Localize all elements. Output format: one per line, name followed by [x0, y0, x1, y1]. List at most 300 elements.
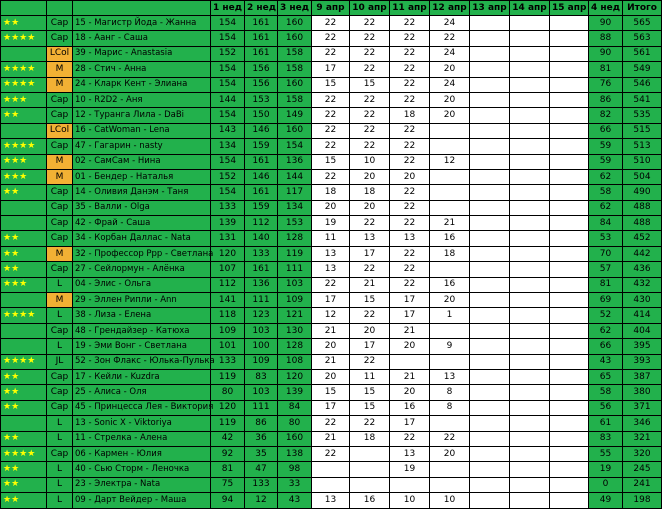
week1-score: 112 — [211, 277, 245, 292]
week1-score: 133 — [211, 200, 245, 215]
day-score-empty — [550, 385, 589, 400]
day-score-empty — [550, 16, 589, 31]
day-score: 10 — [390, 493, 430, 508]
day-score: 18 — [390, 108, 430, 123]
day-score: 15 — [312, 385, 350, 400]
week1-score: 120 — [211, 400, 245, 415]
table-row — [1, 339, 662, 354]
column-header — [1, 1, 47, 16]
day-score-empty — [550, 139, 589, 154]
week4-score: 62 — [589, 169, 623, 184]
total-score: 436 — [623, 262, 662, 277]
week3-score: 160 — [278, 31, 312, 46]
day-score-empty — [510, 77, 550, 92]
rank-badge: L — [47, 462, 73, 477]
participant-name: 01 - Бендер - Наталья — [73, 169, 211, 184]
day-score: 15 — [350, 385, 390, 400]
day-score: 1 — [430, 308, 470, 323]
rank-badge: Cap — [47, 16, 73, 31]
week1-score: 154 — [211, 77, 245, 92]
day-score-empty — [470, 354, 510, 369]
day-score: 20 — [430, 92, 470, 107]
week3-score: 130 — [278, 323, 312, 338]
week3-score: 111 — [278, 262, 312, 277]
day-score: 22 — [390, 200, 430, 215]
day-score-empty — [550, 154, 589, 169]
table-row — [1, 431, 662, 446]
day-score-empty — [550, 77, 589, 92]
week2-score: 36 — [245, 431, 278, 446]
total-score: 395 — [623, 339, 662, 354]
day-score: 17 — [390, 293, 430, 308]
day-score-empty — [470, 216, 510, 231]
day-score-empty — [510, 262, 550, 277]
day-score-empty — [550, 31, 589, 46]
total-score: 515 — [623, 123, 662, 138]
rank-badge: L — [47, 493, 73, 508]
rating-stars: ★★ — [1, 369, 47, 384]
week1-score: 81 — [211, 462, 245, 477]
day-score: 20 — [390, 385, 430, 400]
week4-score: 70 — [589, 246, 623, 261]
day-score-empty — [550, 493, 589, 508]
day-score: 21 — [390, 369, 430, 384]
day-score: 15 — [312, 154, 350, 169]
day-score-empty — [470, 16, 510, 31]
total-score: 488 — [623, 200, 662, 215]
week1-score: 144 — [211, 92, 245, 107]
day-score: 22 — [390, 431, 430, 446]
week4-score: 49 — [589, 493, 623, 508]
rating-stars — [1, 200, 47, 215]
day-score-empty — [550, 169, 589, 184]
week3-score: 158 — [278, 62, 312, 77]
day-score: 22 — [350, 262, 390, 277]
week1-score: 154 — [211, 154, 245, 169]
day-score-empty — [470, 462, 510, 477]
day-score-empty — [470, 446, 510, 461]
week3-score: 117 — [278, 185, 312, 200]
day-score-empty — [510, 293, 550, 308]
day-score-empty — [510, 31, 550, 46]
week2-score: 109 — [245, 354, 278, 369]
total-score: 432 — [623, 277, 662, 292]
day-score: 22 — [390, 262, 430, 277]
week2-score: 112 — [245, 216, 278, 231]
week2-score: 136 — [245, 277, 278, 292]
day-score — [430, 354, 470, 369]
participant-name: 47 - Гагарин - nasty — [73, 139, 211, 154]
week2-score: 47 — [245, 462, 278, 477]
day-score-empty — [470, 62, 510, 77]
table-row — [1, 369, 662, 384]
rating-stars: ★★ — [1, 231, 47, 246]
participant-name: 16 - CatWoman - Lena — [73, 123, 211, 138]
participant-name: 13 - Sonic X - Viktoriya — [73, 416, 211, 431]
week2-score: 161 — [245, 262, 278, 277]
day-score-empty — [470, 123, 510, 138]
day-score-empty — [510, 431, 550, 446]
rank-badge: Cap — [47, 400, 73, 415]
day-score: 11 — [350, 369, 390, 384]
day-score-empty — [550, 339, 589, 354]
rating-stars: ★★★★ — [1, 31, 47, 46]
day-score: 22 — [312, 16, 350, 31]
day-score-empty — [470, 293, 510, 308]
day-score: 20 — [430, 108, 470, 123]
total-score: 513 — [623, 139, 662, 154]
week1-score: 154 — [211, 108, 245, 123]
week3-score: 144 — [278, 169, 312, 184]
day-score: 17 — [350, 246, 390, 261]
rating-stars: ★★★★ — [1, 62, 47, 77]
day-score: 22 — [350, 308, 390, 323]
day-score-empty — [550, 200, 589, 215]
day-score-empty — [550, 262, 589, 277]
week2-score: 12 — [245, 493, 278, 508]
total-score: 371 — [623, 400, 662, 415]
rank-badge: L — [47, 431, 73, 446]
week2-score: 103 — [245, 385, 278, 400]
rating-stars: ★★★★ — [1, 77, 47, 92]
day-score-empty — [470, 154, 510, 169]
week3-score: 98 — [278, 462, 312, 477]
participant-name: 28 - Стич - Анна — [73, 62, 211, 77]
rank-badge: L — [47, 477, 73, 492]
rank-badge: L — [47, 416, 73, 431]
week4-score: 43 — [589, 354, 623, 369]
week2-score: 153 — [245, 92, 278, 107]
day-score-empty — [550, 293, 589, 308]
week4-score: 52 — [589, 308, 623, 323]
week1-score: 107 — [211, 262, 245, 277]
week3-score: 80 — [278, 416, 312, 431]
week4-score: 62 — [589, 200, 623, 215]
total-score: 430 — [623, 293, 662, 308]
day-score-empty — [470, 308, 510, 323]
table-row — [1, 323, 662, 338]
week3-score: 84 — [278, 400, 312, 415]
table-row — [1, 92, 662, 107]
week1-score: 101 — [211, 339, 245, 354]
participant-name: 42 - Фрай - Саша — [73, 216, 211, 231]
day-score: 22 — [390, 216, 430, 231]
total-score: 510 — [623, 154, 662, 169]
total-score: 549 — [623, 62, 662, 77]
week1-score: 139 — [211, 216, 245, 231]
rank-badge: Cap — [47, 139, 73, 154]
rating-stars: ★★ — [1, 462, 47, 477]
table-row — [1, 216, 662, 231]
total-score: 504 — [623, 169, 662, 184]
day-score: 22 — [390, 123, 430, 138]
day-score: 24 — [430, 16, 470, 31]
day-score-empty — [470, 477, 510, 492]
week1-score: 133 — [211, 354, 245, 369]
participant-name: 24 - Кларк Кент - Элиана — [73, 77, 211, 92]
day-score: 22 — [390, 31, 430, 46]
table-row — [1, 31, 662, 46]
day-score-empty — [550, 92, 589, 107]
participant-name: 02 - СамСам - Нина — [73, 154, 211, 169]
table-row — [1, 308, 662, 323]
week3-score: 138 — [278, 446, 312, 461]
rating-stars: ★★ — [1, 185, 47, 200]
day-score — [430, 477, 470, 492]
week4-score: 19 — [589, 462, 623, 477]
day-score: 22 — [350, 123, 390, 138]
day-score: 15 — [350, 400, 390, 415]
week4-score: 84 — [589, 216, 623, 231]
day-score-empty — [470, 31, 510, 46]
day-score: 16 — [430, 277, 470, 292]
day-score — [430, 123, 470, 138]
day-score-empty — [470, 200, 510, 215]
day-score: 22 — [390, 77, 430, 92]
table-row — [1, 385, 662, 400]
day-score — [430, 462, 470, 477]
total-score: 565 — [623, 16, 662, 31]
day-score-empty — [510, 323, 550, 338]
week3-score: 119 — [278, 246, 312, 261]
rank-badge: Cap — [47, 262, 73, 277]
day-score-empty — [510, 154, 550, 169]
day-score-empty — [510, 354, 550, 369]
day-score-empty — [550, 185, 589, 200]
day-score: 22 — [312, 92, 350, 107]
day-score: 17 — [312, 293, 350, 308]
day-score: 20 — [390, 169, 430, 184]
week3-score: 160 — [278, 431, 312, 446]
table-row — [1, 354, 662, 369]
day-score: 20 — [430, 293, 470, 308]
day-score-empty — [510, 369, 550, 384]
day-score-empty — [550, 123, 589, 138]
day-score: 16 — [390, 400, 430, 415]
day-score: 13 — [312, 246, 350, 261]
week3-score: 153 — [278, 216, 312, 231]
total-score: 546 — [623, 77, 662, 92]
day-score: 21 — [390, 323, 430, 338]
week2-score: 146 — [245, 123, 278, 138]
column-header: 1 нед — [211, 1, 245, 16]
week4-score: 82 — [589, 108, 623, 123]
day-score-empty — [470, 46, 510, 61]
week4-score: 59 — [589, 139, 623, 154]
day-score-empty — [510, 108, 550, 123]
participant-name: 18 - Аанг - Саша — [73, 31, 211, 46]
day-score: 20 — [430, 446, 470, 461]
day-score: 22 — [350, 31, 390, 46]
week3-score: 33 — [278, 477, 312, 492]
day-score-empty — [470, 493, 510, 508]
day-score-empty — [470, 246, 510, 261]
week3-score: 160 — [278, 77, 312, 92]
rank-badge: M — [47, 293, 73, 308]
rank-badge: Cap — [47, 369, 73, 384]
day-score: 22 — [350, 416, 390, 431]
day-score: 22 — [390, 46, 430, 61]
rank-badge: Cap — [47, 323, 73, 338]
rank-badge: JL — [47, 354, 73, 369]
day-score: 18 — [312, 185, 350, 200]
week4-score: 66 — [589, 123, 623, 138]
day-score: 22 — [312, 139, 350, 154]
day-score-empty — [550, 216, 589, 231]
day-score-empty — [550, 277, 589, 292]
day-score — [390, 354, 430, 369]
column-header: 2 нед — [245, 1, 278, 16]
table-row — [1, 477, 662, 492]
rank-badge: Cap — [47, 185, 73, 200]
rating-stars: ★★ — [1, 385, 47, 400]
participant-name: 48 - Грендайзер - Катюха — [73, 323, 211, 338]
day-score — [312, 477, 350, 492]
table-row — [1, 446, 662, 461]
week2-score: 133 — [245, 477, 278, 492]
week2-score: 159 — [245, 139, 278, 154]
total-score: 245 — [623, 462, 662, 477]
rank-badge: Cap — [47, 231, 73, 246]
day-score-empty — [510, 231, 550, 246]
column-header: 14 апр — [510, 1, 550, 16]
day-score: 22 — [350, 139, 390, 154]
participant-name: 29 - Эллен Рипли - Ann — [73, 293, 211, 308]
day-score: 22 — [312, 446, 350, 461]
week3-score: 149 — [278, 108, 312, 123]
table-row — [1, 185, 662, 200]
table-row — [1, 400, 662, 415]
week1-score: 118 — [211, 308, 245, 323]
total-score: 488 — [623, 216, 662, 231]
week1-score: 141 — [211, 293, 245, 308]
day-score: 17 — [312, 62, 350, 77]
total-score: 393 — [623, 354, 662, 369]
day-score: 17 — [312, 400, 350, 415]
day-score: 22 — [350, 62, 390, 77]
total-score: 241 — [623, 477, 662, 492]
participant-name: 34 - Корбан Даллас - Nata — [73, 231, 211, 246]
week4-score: 56 — [589, 400, 623, 415]
day-score: 13 — [312, 262, 350, 277]
day-score: 12 — [430, 154, 470, 169]
table-row — [1, 108, 662, 123]
total-score: 541 — [623, 92, 662, 107]
day-score: 21 — [312, 431, 350, 446]
week4-score: 59 — [589, 154, 623, 169]
day-score: 24 — [430, 77, 470, 92]
rank-badge: Cap — [47, 216, 73, 231]
rank-badge: M — [47, 77, 73, 92]
week1-score: 152 — [211, 169, 245, 184]
day-score-empty — [470, 108, 510, 123]
week2-score: 111 — [245, 293, 278, 308]
day-score-empty — [510, 169, 550, 184]
day-score-empty — [470, 416, 510, 431]
day-score-empty — [470, 139, 510, 154]
week1-score: 120 — [211, 246, 245, 261]
day-score-empty — [470, 400, 510, 415]
day-score-empty — [470, 431, 510, 446]
rating-stars: ★★★★ — [1, 354, 47, 369]
day-score: 22 — [390, 246, 430, 261]
day-score-empty — [550, 108, 589, 123]
day-score-empty — [510, 446, 550, 461]
week4-score: 55 — [589, 446, 623, 461]
day-score — [430, 200, 470, 215]
day-score: 22 — [430, 31, 470, 46]
week3-score: 158 — [278, 92, 312, 107]
week4-score: 88 — [589, 31, 623, 46]
day-score: 16 — [430, 231, 470, 246]
day-score-empty — [470, 277, 510, 292]
day-score: 15 — [350, 293, 390, 308]
day-score: 11 — [312, 231, 350, 246]
day-score: 20 — [350, 169, 390, 184]
week1-score: 92 — [211, 446, 245, 461]
day-score: 20 — [350, 323, 390, 338]
rating-stars: ★★★★ — [1, 446, 47, 461]
week1-score: 134 — [211, 139, 245, 154]
day-score — [430, 185, 470, 200]
table-row — [1, 462, 662, 477]
day-score: 22 — [390, 139, 430, 154]
rating-stars: ★★ — [1, 431, 47, 446]
day-score: 9 — [430, 339, 470, 354]
week4-score: 0 — [589, 477, 623, 492]
rating-stars: ★★ — [1, 108, 47, 123]
week2-score: 161 — [245, 185, 278, 200]
week2-score: 146 — [245, 169, 278, 184]
day-score-empty — [510, 246, 550, 261]
rank-badge: Cap — [47, 92, 73, 107]
week1-score: 143 — [211, 123, 245, 138]
rank-badge: M — [47, 169, 73, 184]
day-score-empty — [550, 46, 589, 61]
day-score: 18 — [350, 185, 390, 200]
week4-score: 81 — [589, 277, 623, 292]
week3-score: 136 — [278, 154, 312, 169]
rating-stars: ★★ — [1, 493, 47, 508]
day-score: 18 — [430, 246, 470, 261]
table-row — [1, 200, 662, 215]
day-score: 22 — [390, 185, 430, 200]
rank-badge: Cap — [47, 385, 73, 400]
rank-badge: Cap — [47, 200, 73, 215]
day-score: 22 — [312, 169, 350, 184]
week2-score: 111 — [245, 400, 278, 415]
day-score-empty — [470, 92, 510, 107]
day-score-empty — [510, 16, 550, 31]
total-score: 404 — [623, 323, 662, 338]
participant-name: 25 - Алиса - Оля — [73, 385, 211, 400]
week2-score: 103 — [245, 323, 278, 338]
rank-badge: LCol — [47, 46, 73, 61]
day-score-empty — [470, 385, 510, 400]
day-score: 21 — [430, 216, 470, 231]
day-score: 17 — [390, 308, 430, 323]
total-score: 490 — [623, 185, 662, 200]
total-score: 321 — [623, 431, 662, 446]
week4-score: 57 — [589, 262, 623, 277]
week2-score: 83 — [245, 369, 278, 384]
day-score — [430, 416, 470, 431]
day-score-empty — [510, 139, 550, 154]
total-score: 320 — [623, 446, 662, 461]
day-score: 17 — [350, 339, 390, 354]
day-score-empty — [550, 323, 589, 338]
week2-score: 35 — [245, 446, 278, 461]
